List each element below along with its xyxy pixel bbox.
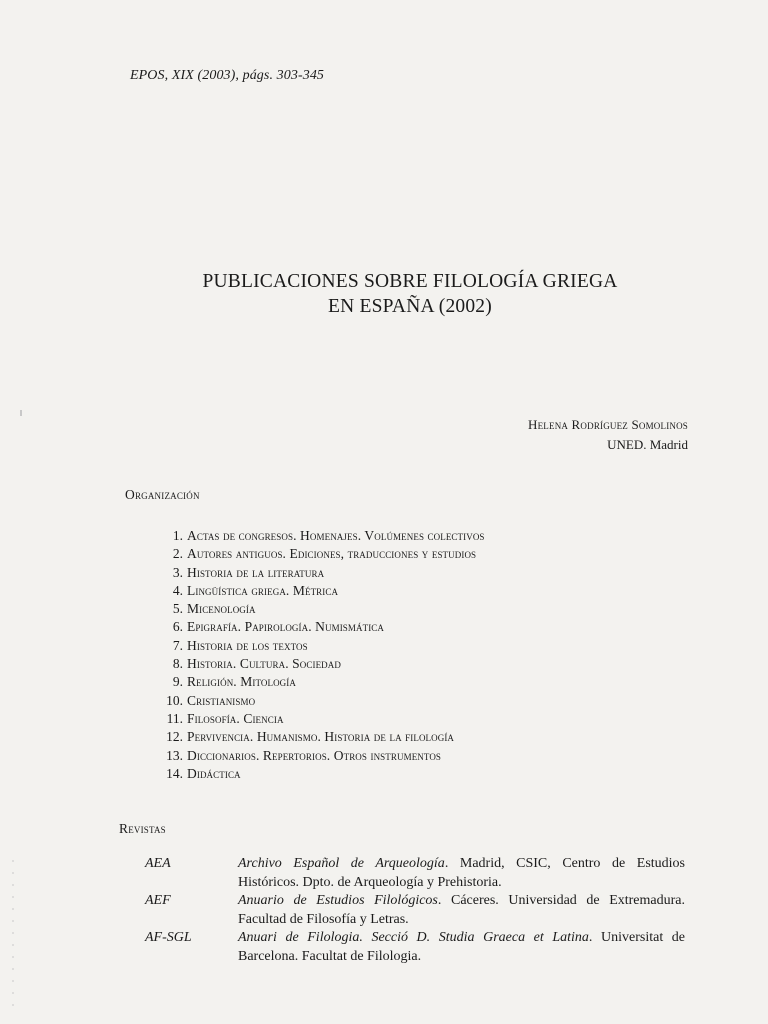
list-item bbox=[140, 765, 700, 783]
journal-title: Archivo Español de Arqueología bbox=[238, 856, 445, 871]
list-item-number: 3. bbox=[172, 564, 183, 580]
list-item-label: Cristianismo bbox=[187, 692, 256, 708]
organizacion-list bbox=[140, 527, 700, 783]
list-item-label: Historia de la literatura bbox=[187, 564, 325, 580]
list-item-number: 10. bbox=[166, 692, 183, 708]
list-item-label: Pervivencia. Humanismo. Historia de la filología bbox=[187, 729, 455, 745]
list-item-label: Didáctica bbox=[187, 765, 241, 781]
list-item bbox=[140, 655, 700, 673]
list-item-label: Historia de los textos bbox=[187, 637, 308, 653]
journal-entry bbox=[145, 892, 685, 929]
revistas-list bbox=[145, 855, 685, 966]
list-item bbox=[140, 728, 700, 746]
list-item-label: Historia. Cultura. Sociedad bbox=[187, 656, 341, 672]
scan-margin-specks bbox=[12, 860, 14, 1010]
scan-speck bbox=[20, 410, 22, 416]
list-item-number: 8. bbox=[172, 656, 183, 672]
journal-abbreviation: AEF bbox=[145, 893, 171, 908]
list-item-number: 7. bbox=[172, 637, 183, 653]
journal-details: . Universitat de Barcelona. Facultat de Filologia. bbox=[238, 930, 685, 964]
list-item bbox=[140, 747, 700, 765]
list-item-number: 9. bbox=[172, 674, 183, 690]
journal-title: Anuari de Filologia. Secció D. Studia Graeca et Latina bbox=[238, 930, 589, 945]
journal-details: . Madrid, CSIC, Centro de Estudios Históricos. Dpto. de Arqueología y Prehistoria. bbox=[238, 856, 685, 890]
journal-description bbox=[238, 929, 685, 966]
journal-details: . Cáceres. Universidad de Extremadura. Facultad de Filosofía y Letras. bbox=[238, 893, 685, 927]
list-item-label: Actas de congresos. Homenajes. Volúmenes colectivos bbox=[187, 528, 485, 543]
journal-entry bbox=[145, 855, 685, 892]
journal-title: Anuario de Estudios Filológicos bbox=[238, 893, 438, 908]
list-item bbox=[140, 564, 700, 582]
list-item bbox=[140, 618, 700, 636]
author-affiliation: UNED. Madrid bbox=[607, 437, 688, 452]
revistas-heading: Revistas bbox=[119, 821, 166, 836]
list-item-number: 11. bbox=[166, 710, 183, 726]
list-item-label: Religión. Mitología bbox=[187, 674, 296, 690]
list-item-number: 1. bbox=[172, 528, 183, 543]
list-item-label: Filosofía. Ciencia bbox=[187, 710, 284, 726]
list-item bbox=[140, 600, 700, 618]
list-item-label: Lingüística griega. Métrica bbox=[187, 582, 339, 598]
journal-abbreviation: AEA bbox=[145, 856, 171, 871]
list-item bbox=[140, 527, 700, 545]
list-item-number: 13. bbox=[166, 747, 183, 763]
list-item-number: 12. bbox=[166, 729, 183, 745]
journal-entry bbox=[145, 929, 685, 966]
list-item bbox=[140, 673, 700, 691]
journal-description bbox=[238, 892, 685, 929]
list-item-number: 6. bbox=[172, 619, 183, 635]
list-item bbox=[140, 545, 700, 563]
list-item-label: Epigrafía. Papirología. Numismática bbox=[187, 619, 385, 635]
list-item bbox=[140, 582, 700, 600]
list-item bbox=[140, 692, 700, 710]
list-item-label: Micenología bbox=[187, 601, 256, 617]
list-item-number: 5. bbox=[172, 601, 183, 617]
list-item bbox=[140, 637, 700, 655]
article-title-line-1: PUBLICACIONES SOBRE FILOLOGÍA GRIEGA bbox=[202, 271, 618, 292]
article-title-line-2: EN ESPAÑA (2002) bbox=[328, 296, 492, 317]
list-item bbox=[140, 710, 700, 728]
journal-description bbox=[238, 855, 685, 892]
list-item-label: Autores antiguos. Ediciones, traducciones y estudios bbox=[187, 546, 477, 562]
journal-abbreviation: AF-SGL bbox=[145, 930, 192, 945]
list-item-number: 4. bbox=[172, 582, 183, 598]
author-name: Helena Rodríguez Somolinos bbox=[528, 417, 688, 432]
list-item-number: 14. bbox=[166, 765, 183, 781]
organizacion-heading: Organización bbox=[125, 487, 200, 502]
journal-reference: EPOS, XIX (2003), págs. 303-345 bbox=[130, 68, 325, 83]
list-item-number: 2. bbox=[172, 546, 183, 562]
list-item-label: Diccionarios. Repertorios. Otros instrumentos bbox=[187, 747, 442, 763]
